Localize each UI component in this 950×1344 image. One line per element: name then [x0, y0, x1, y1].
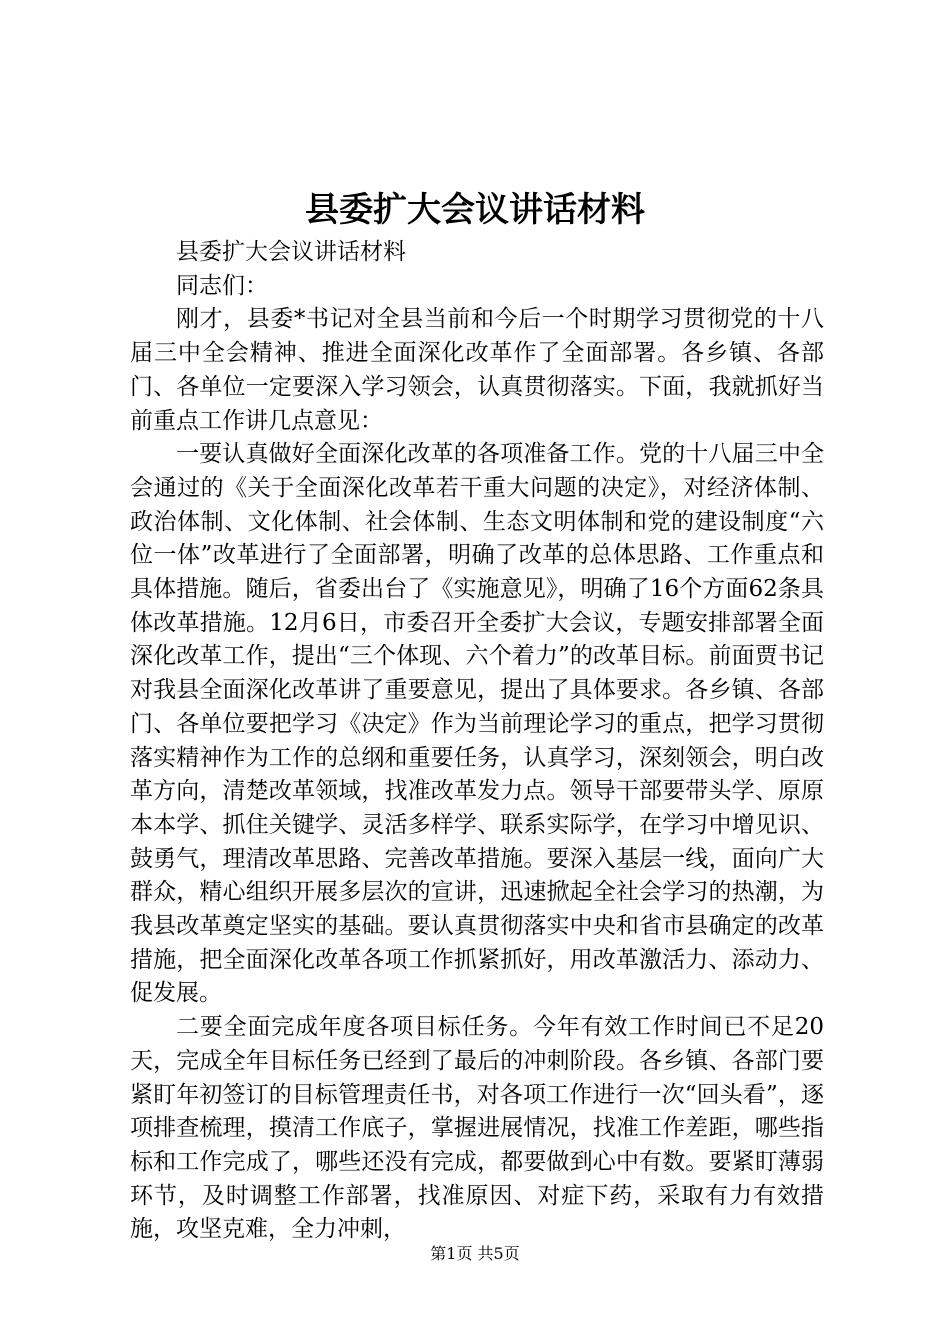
- salutation-paragraph: 同志们：: [176, 272, 268, 299]
- document-body: [130, 236, 824, 1247]
- point-two-paragraph: 二要全面完成年度各项目标任务。今年有效工作时间已不足20天，完成全年目标任务已经到了最后的冲刺阶段。各乡镇、各部门要紧盯年初签订的目标管理责任书，对各项工作进行一次“回头看”，逐项排查梳理，摸清工作底子，掌握进展情况，找准工作差距，哪些指标和工作完成了，哪些还没有完成，都要做到心中有数。要紧盯薄弱环节，及时调整工作部署，找准原因、对症下药，采取有力有效措施，攻坚克难，全力冲刺，: [130, 1014, 824, 1243]
- intro-paragraph: 刚才，县委*书记对全县当前和今后一个时期学习贯彻党的十八届三中全会精神、推进全面深化改革作了全面部署。各乡镇、各部门、各单位一定要深入学习领会，认真贯彻落实。下面，我就抓好当前重点工作讲几点意见：: [130, 306, 824, 434]
- document-title: 县委扩大会议讲话材料: [305, 190, 645, 230]
- page-number-footer: 第1页 共5页: [430, 1244, 520, 1263]
- point-one-paragraph: 一要认真做好全面深化改革的各项准备工作。党的十八届三中全会通过的《关于全面深化改革若干重大问题的决定》，对经济体制、政治体制、文化体制、社会体制、生态文明体制和党的建设制度“六位一体”改革进行了全面部署，明确了改革的总体思路、工作重点和具体措施。随后，省委出台了《实施意见》，明确了16个方面62条具体改革措施。12月6日，市委召开全委扩大会议，专题安排部署全面深化改革工作，提出“三个体现、六个着力”的改革目标。前面贾书记对我县全面深化改革讲了重要意见，提出了具体要求。各乡镇、各部门、各单位要把学习《决定》作为当前理论学习的重点，把学习贯彻落实精神作为工作的总纲和重要任务，认真学习，深刻领会，明白改革方向，清楚改革领域，找准改革发力点。领导干部要带头学、原原本本学、抓住关键学、灵活多样学、联系实际学，在学习中增见识、鼓勇气，理清改革思路、完善改革措施。要深入基层一线，面向广大群众，精心组织开展多层次的宣讲，迅速掀起全社会学习的热潮，为我县改革奠定坚实的基础。要认真贯彻落实中央和省市县确定的改革措施，把全面深化改革各项工作抓紧抓好，用改革激活力、添动力、促发展。: [130, 441, 824, 1007]
- subtitle-paragraph: 县委扩大会议讲话材料: [176, 239, 406, 265]
